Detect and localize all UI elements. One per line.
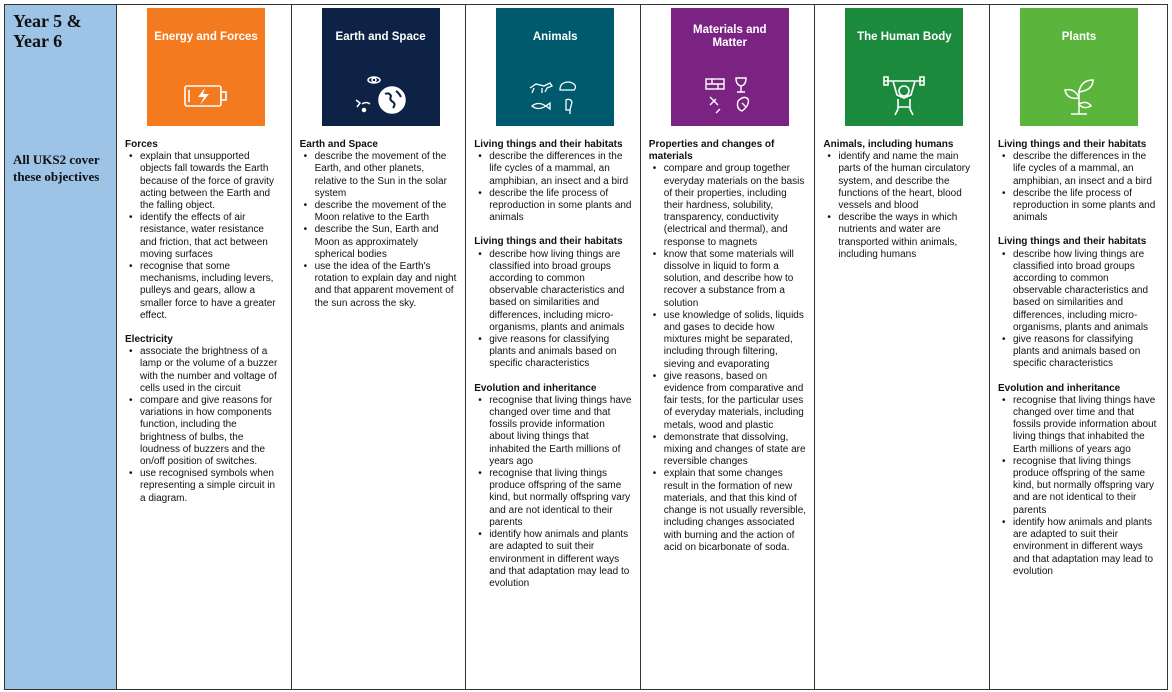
weightlifter-icon [845,70,963,122]
section-heading: Evolution and inheritance [474,382,597,394]
sidebar-note: All UKS2 cover these objectives [13,152,100,184]
topic-title: Materials and Matter [693,24,767,49]
objective-item: • know that some materials will dissolve in liquid to form a solution, and describe how to recover a substance from a solution [651,249,807,310]
objective-item: • give reasons, based on evidence from comparative and fair tests, for the particular uses of everyday materials, including metals, wood and plastic [651,371,807,432]
curriculum-table [4,4,1168,690]
plant-icon [1020,70,1138,122]
objective-list [125,151,283,322]
topic-tile [147,8,265,126]
objective-item: • recognise that living things have changed over time and that fossils provide information about living things that inhabited the Earth millions of years ago [1000,395,1157,456]
objective-list [998,151,1157,224]
topic-tile [322,8,440,126]
year-sidebar [5,5,117,689]
topic-tile [496,8,614,126]
objective-item: • describe the Sun, Earth and Moon as approximately spherical bodies [302,224,458,261]
year-heading: Year 5 & Year 6 [13,11,82,51]
section-heading: Earth and Space [299,139,378,150]
objective-item: • associate the brightness of a lamp or the volume of a buzzer with the number and voltage of cells used in the circuit [127,346,283,395]
column-earth-space [292,5,467,689]
objective-item: • give reasons for classifying plants and animals based on specific characteristics [1000,334,1157,371]
topic-objectives [823,139,981,261]
objective-list [125,346,283,505]
materials-icon [671,70,789,122]
topic-title: Energy and Forces [154,30,258,43]
objective-item: • recognise that living things produce offspring of the same kind, but normally offspring vary and are not identical to their parents [1000,456,1157,517]
objective-section [474,139,632,224]
section-heading: Properties and changes of materials [648,139,775,163]
column-materials-matter [641,5,816,689]
objective-section [125,334,283,505]
objective-section [474,383,632,590]
section-heading: Living things and their habitats [997,139,1147,150]
section-heading: Animals, including humans [823,139,954,150]
objective-item: • use recognised symbols when representing a simple circuit in a diagram. [127,468,283,505]
objective-section [125,139,283,322]
section-heading: Forces [125,139,158,150]
battery-icon [147,70,265,122]
objective-item: • recognise that living things have changed over time and that fossils provide information about living things that inhabited the Earth millions of years ago [476,395,632,468]
animals-icon [496,70,614,122]
topic-tile [845,8,963,126]
objective-list [649,163,807,554]
objective-list [823,151,981,261]
topic-tile [671,8,789,126]
objective-section [998,383,1157,578]
objective-item: • identify how animals and plants are adapted to suit their environment in different ways and that adaptation may lead to evolution [1000,517,1157,578]
objective-item: • explain that unsupported objects fall towards the Earth because of the force of gravity acting between the Earth and the falling object. [127,151,283,212]
objective-item: • describe the life process of reproduction in some plants and animals [476,188,632,225]
topic-objectives [474,139,632,590]
section-heading: Electricity [125,334,173,346]
topic-objectives [649,139,807,554]
objective-item: • explain that some changes result in the formation of new materials, and that this kind of change is not usually reversible, including changes associated with burning and the action of acid on bicarbonate of soda. [651,468,807,553]
objective-section [998,236,1157,370]
topic-objectives [300,139,458,310]
objective-item: • describe how living things are classified into broad groups according to common observable characteristics and based on similarities and differences, including micro-organisms, plants and animals [476,249,632,334]
objective-item: • describe the differences in the life cycles of a mammal, an amphibian, an insect and a bird [1000,151,1157,188]
objective-item: • compare and give reasons for variations in how components function, including the brightness of bulbs, the loudness of buzzers and the on/off position of switches. [127,395,283,468]
section-heading: Living things and their habitats [474,236,623,248]
objective-item: • compare and group together everyday materials on the basis of their properties, including their hardness, solubility, transparency, conductivity (electrical and thermal), and response to magnets [651,163,807,248]
objective-section [300,139,458,310]
objective-list [474,395,632,590]
section-heading: Evolution and inheritance [997,382,1121,394]
objective-item: • use knowledge of solids, liquids and gases to decide how mixtures might be separated, including through filtering, sieving and evaporating [651,310,807,371]
topic-tile [1020,8,1138,126]
section-heading: Living things and their habitats [474,139,623,150]
objective-section [649,139,807,554]
objective-item: • describe the differences in the life cycles of a mammal, an amphibian, an insect and a bird [476,151,632,188]
objective-section [823,139,981,261]
objective-item: • recognise that living things produce offspring of the same kind, but normally offspring vary and are not identical to their parents [476,468,632,529]
objective-list [998,395,1157,578]
objective-item: • identify how animals and plants are adapted to suit their environment in different ways and that adaptation may lead to evolution [476,529,632,590]
objective-item: • use the idea of the Earth's rotation to explain day and night and that apparent movement of the sun across the sky. [302,261,458,310]
topic-objectives [998,139,1157,578]
objective-item: • recognise that some mechanisms, including levers, pulleys and gears, allow a smaller force to have a greater effect. [127,261,283,322]
objective-section [474,236,632,370]
objective-item: • describe the movement of the Moon relative to the Earth [302,200,458,224]
topic-title: Earth and Space [335,30,426,43]
objective-item: • demonstrate that dissolving, mixing and changes of state are reversible changes [651,432,807,469]
topic-title: The Human Body [857,30,952,43]
objective-item: • describe the ways in which nutrients and water are transported within animals, including humans [825,212,981,261]
topic-title: Animals [532,30,578,43]
objective-list [300,151,458,310]
column-human-body [815,5,990,689]
objective-item: • describe the life process of reproduction in some plants and animals [1000,188,1157,225]
objective-list [474,249,632,371]
topic-title: Plants [1061,30,1097,43]
objective-list [474,151,632,224]
objective-item: • identify the effects of air resistance, water resistance and friction, that act between moving surfaces [127,212,283,261]
objective-list [998,249,1157,371]
column-plants [990,5,1165,689]
objective-item: • describe the movement of the Earth, and other planets, relative to the Sun in the solar system [302,151,458,200]
objective-item: • describe how living things are classified into broad groups according to common observable characteristics and based on similarities and differences, including micro-organisms, plants and animals [1000,249,1157,334]
column-animals [466,5,641,689]
objective-item: • identify and name the main parts of the human circulatory system, and describe the functions of the heart, blood vessels and blood [825,151,981,212]
section-heading: Living things and their habitats [997,236,1147,248]
globe-icon [322,70,440,122]
topic-objectives [125,139,283,505]
objective-section [998,139,1157,224]
objective-item: • give reasons for classifying plants and animals based on specific characteristics [476,334,632,371]
column-energy-forces [117,5,292,689]
